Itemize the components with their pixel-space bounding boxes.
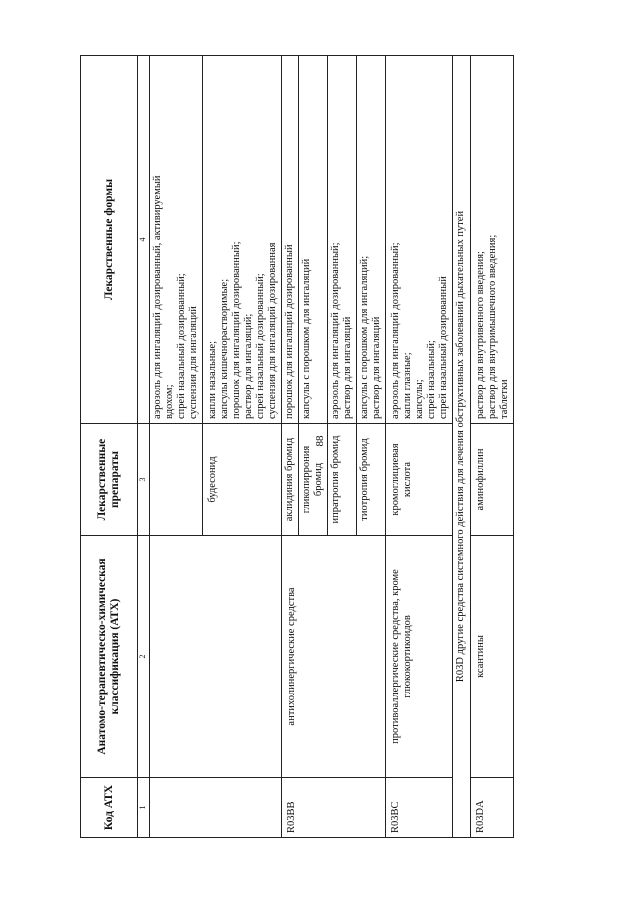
drug-cell: кромоглициевая кислота xyxy=(386,424,453,536)
table-row xyxy=(471,56,514,838)
form-line: капли назальные; xyxy=(207,340,218,419)
form-line: раствор для ингаляций xyxy=(371,316,382,419)
header-code: Код АТХ xyxy=(81,778,138,838)
form-line: капли глазные; xyxy=(402,352,413,419)
header-row xyxy=(81,56,138,838)
drug-cell: ипратропия бромид xyxy=(328,424,357,536)
forms-cell xyxy=(471,56,514,424)
code-cell: R03BB xyxy=(282,778,386,838)
table-row xyxy=(386,56,453,838)
form-line: капсулы; xyxy=(414,379,425,419)
forms-cell xyxy=(203,56,282,424)
classification-cell: ксантины xyxy=(471,536,514,778)
header-classification: Анатомо-терапевтическо-химическая классификация (АТХ) xyxy=(81,536,138,778)
form-line: спрей назальный; xyxy=(426,340,437,419)
form-line: раствор для ингаляций; xyxy=(243,313,254,419)
forms-cell xyxy=(328,56,357,424)
drug-cell: тиотропия бромид xyxy=(357,424,386,536)
column-number: 1 xyxy=(138,778,150,838)
form-line: вдохом; xyxy=(164,384,175,419)
forms-cell xyxy=(282,56,299,424)
header-forms: Лекарственные формы xyxy=(81,56,138,424)
atc-table xyxy=(80,55,514,838)
column-number: 3 xyxy=(138,424,150,536)
form-line: капсулы с порошком для ингаляций; xyxy=(359,255,370,419)
code-cell xyxy=(150,778,282,838)
form-line: порошок для ингаляций дозированный; xyxy=(231,241,242,419)
drug-cell: аклидиния бромид xyxy=(282,424,299,536)
forms-cell xyxy=(357,56,386,424)
page-number: 88 xyxy=(314,435,326,447)
rotated-table-container xyxy=(80,56,546,838)
header-drug: Лекарственные препараты xyxy=(81,424,138,536)
column-number: 4 xyxy=(138,56,150,424)
drug-cell xyxy=(150,424,203,536)
form-line: капсулы кишечнорастворимые; xyxy=(219,278,230,419)
section-row xyxy=(453,56,471,838)
classification-cell: антихолинергические средства xyxy=(282,536,386,778)
forms-cell xyxy=(299,56,328,424)
column-number-row xyxy=(138,56,150,838)
table-row xyxy=(150,56,203,838)
form-line: спрей назальный дозированный xyxy=(438,276,449,419)
classification-cell xyxy=(150,536,282,778)
form-line: раствор для ингаляций xyxy=(342,316,353,419)
form-line: суспензия для ингаляций xyxy=(188,306,199,419)
form-line: аэрозоль для ингаляций дозированный; xyxy=(390,242,401,419)
column-number: 2 xyxy=(138,536,150,778)
table-row xyxy=(282,56,299,838)
forms-cell xyxy=(386,56,453,424)
drug-cell: гликопиррония бромид xyxy=(299,424,328,536)
forms-cell xyxy=(150,56,203,424)
form-line: таблетки xyxy=(499,379,510,419)
form-line: аэрозоль для ингаляций дозированный, активируемый xyxy=(152,175,163,419)
classification-cell: противоаллергические средства, кроме глюкокортикоидов xyxy=(386,536,453,778)
form-line: раствор для внутримышечного введения; xyxy=(487,234,498,419)
form-line: спрей назальный дозированный; xyxy=(176,273,187,419)
section-heading: R03D другие средства системного действия для лечения обструктивных заболеваний дыхательных путей xyxy=(453,56,471,838)
form-line: суспензия для ингаляций дозированная xyxy=(267,242,278,419)
drug-cell: аминофиллин xyxy=(471,424,514,536)
drug-cell: будесонид xyxy=(203,424,282,536)
form-line: спрей назальный дозированный; xyxy=(255,273,266,419)
form-line: порошок для ингаляций дозированный xyxy=(284,244,295,419)
form-line: аэрозоль для ингаляций дозированный; xyxy=(330,242,341,419)
form-line: капсулы с порошком для ингаляций xyxy=(301,258,312,419)
form-line: раствор для внутривенного введения; xyxy=(475,251,486,419)
code-cell: R03BC xyxy=(386,778,453,838)
code-cell: R03DA xyxy=(471,778,514,838)
